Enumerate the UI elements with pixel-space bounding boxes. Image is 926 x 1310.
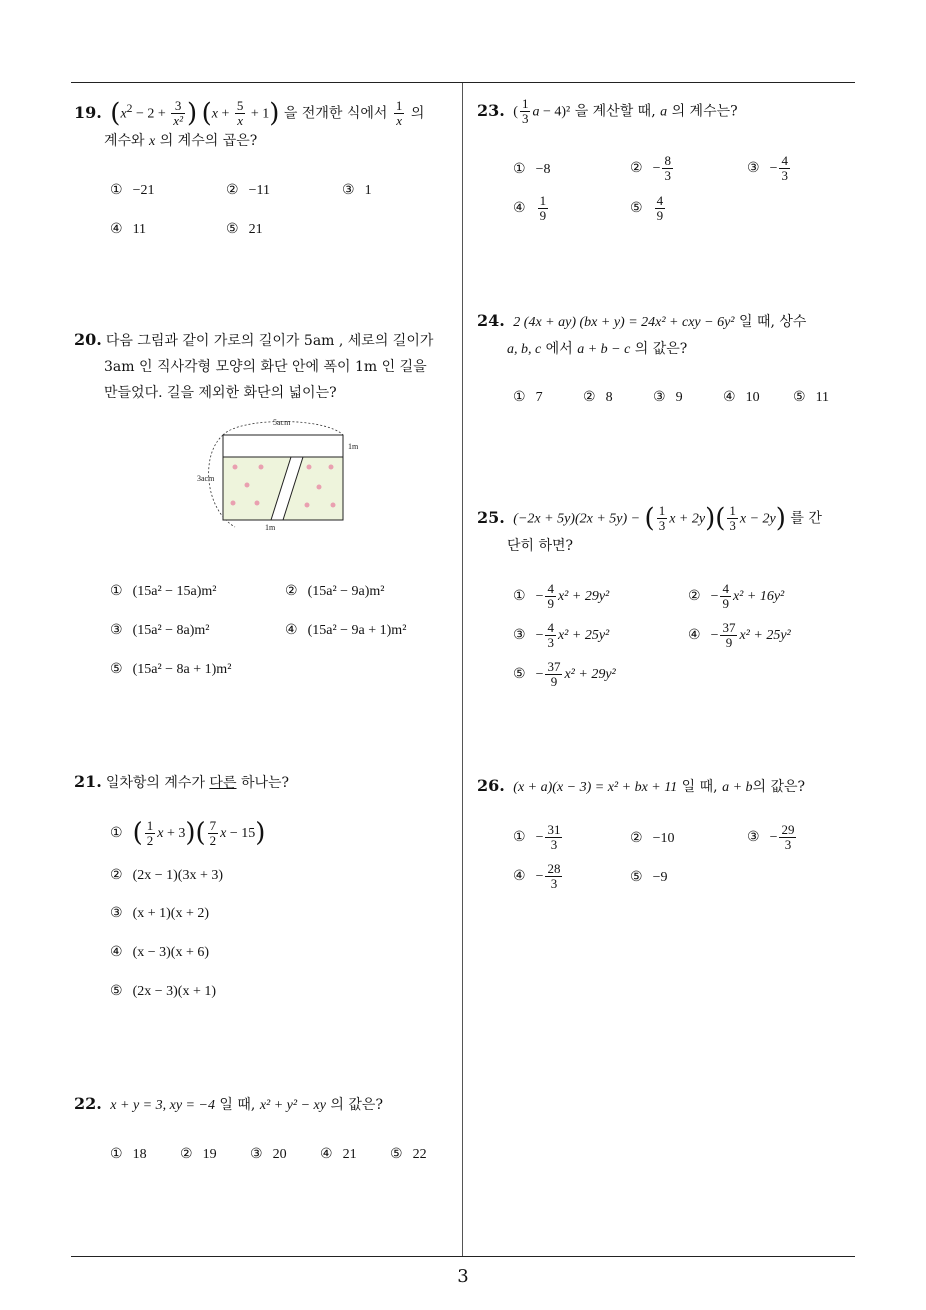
question-text: 을 전개한 식에서	[283, 105, 388, 122]
expression-2: x² + y² − xy	[259, 1098, 326, 1113]
expression: 2 (4x + ay) (bx + y) = 24x² + cxy − 6y²	[513, 315, 735, 330]
q19-option-5[interactable]: ⑤ 21	[226, 221, 263, 237]
q21-option-4[interactable]: ④ (x − 3)(x + 6)	[110, 944, 210, 960]
variable: a	[660, 104, 668, 120]
variables: a, b, c	[507, 342, 542, 357]
figure-bottom-label: 1m	[265, 523, 276, 532]
question-text: 일 때, 상수	[738, 314, 807, 330]
question-number: 19.	[74, 102, 102, 122]
question-text-2: 의 값은?	[330, 1097, 383, 1113]
question-text-2: 의 값은?	[752, 779, 806, 795]
expression-2: a + b	[722, 780, 753, 795]
question-26	[477, 773, 862, 801]
question-number: 25.	[477, 507, 505, 527]
q25-option-4[interactable]: ④ − $\frac{37}{9}$ x² + 25y²	[688, 619, 791, 650]
q26-option-4[interactable]: ④ − $\frac{28}{3}$	[513, 860, 561, 891]
q26-option-1[interactable]: ① − $\frac{31}{3}$	[513, 821, 561, 852]
q20-option-5[interactable]: ⑤ (15a² − 8a + 1)m²	[110, 661, 232, 677]
q19-option-2[interactable]: ② −11	[226, 182, 270, 198]
q19-option-3[interactable]: ③ 1	[342, 182, 372, 198]
figure-top-label: 5acm	[273, 418, 291, 427]
figure-left-label: 3acm	[197, 474, 215, 483]
question-text-2: 계수와	[104, 133, 145, 150]
question-19: 19. ($x^2 - 2$ + $\frac{3}{\text{x²}}$ ) (x + $\frac{5}{x}$ + 1) 을 전개한 식에서 $\frac{1}{x}$ 의 계수와 x 의 계수의 곱은?	[74, 98, 425, 150]
q21-option-1[interactable]: ① ( $\frac{1}{2}$ x + 3)( $\frac{7}{2}$ x − 15)	[110, 817, 266, 848]
expression: x + y = 3, xy = −4	[110, 1098, 215, 1113]
question-number: 24.	[477, 311, 505, 330]
question-number: 21.	[74, 772, 102, 791]
question-text-2: 하나는?	[240, 775, 290, 791]
q25-option-1[interactable]: ① − $\frac{4}{9}$ x² + 29y²	[513, 580, 610, 611]
q21-option-2[interactable]: ② (2x − 1)(3x + 3)	[110, 867, 224, 883]
page-number: 3	[457, 1266, 469, 1287]
question-text-2: 에서	[545, 341, 573, 357]
q23-option-2[interactable]: ② − $\frac{8}{3}$	[630, 152, 671, 183]
figure-right-label: 1m	[348, 442, 359, 451]
q21-option-5[interactable]: ⑤ (2x − 3)(x + 1)	[110, 983, 217, 999]
question-number: 22.	[74, 1094, 102, 1113]
question-23: 23. ( $\frac{1}{3}$ a − 4)² 을 계산할 때, a 의 계수는?	[477, 96, 738, 126]
q20-option-3[interactable]: ③ (15a² − 8a)m²	[110, 622, 210, 638]
q25-option-5[interactable]: ⑤ − $\frac{37}{9}$ x² + 29y²	[513, 658, 616, 689]
q26-option-5[interactable]: ⑤ −9	[630, 869, 668, 885]
q25-option-2[interactable]: ② − $\frac{4}{9}$ x² + 16y²	[688, 580, 785, 611]
q23-option-5[interactable]: ⑤ $\frac{4}{9}$	[630, 192, 664, 223]
question-22	[74, 1091, 458, 1119]
expression-2: a + b − c	[577, 342, 631, 357]
underlined-word: 다른	[209, 775, 237, 791]
q19-option-4[interactable]: ④ 11	[110, 221, 147, 237]
expression: (x + a)(x − 3) = x² + bx + 11	[513, 780, 678, 795]
q24-option-2[interactable]: ② 8	[583, 389, 613, 405]
garden-figure	[195, 415, 370, 535]
question-25: 25. (−2x + 5y)(2x + 5y) − ( $\frac{1}{3}$ x + 2y)( $\frac{1}{3}$ x − 2y) 를 간 단히 하면?	[477, 503, 822, 554]
question-20	[74, 327, 458, 406]
question-text: 일 때,	[219, 1097, 256, 1113]
question-text-2: 의 계수는?	[671, 103, 738, 120]
q21-option-3[interactable]: ③ (x + 1)(x + 2)	[110, 905, 210, 921]
q20-option-2[interactable]: ② (15a² − 9a)m²	[285, 583, 385, 599]
question-number: 23.	[477, 100, 505, 120]
q22-option-2[interactable]: ② 19	[180, 1146, 217, 1162]
expression: (−2x + 5y)(2x + 5y) −	[513, 511, 641, 527]
question-21	[74, 769, 458, 796]
question-text-2: 단히 하면?	[507, 538, 574, 554]
column-divider	[462, 83, 463, 1257]
question-number: 26.	[477, 776, 505, 795]
q22-option-3[interactable]: ③ 20	[250, 1146, 287, 1162]
question-text-3: 의 계수의 곱은?	[159, 133, 258, 150]
q23-option-1[interactable]: ① −8	[513, 161, 551, 177]
q20-option-4[interactable]: ④ (15a² − 9a + 1)m²	[285, 622, 407, 638]
question-text-3: 의 값은?	[634, 341, 688, 357]
q19-option-1[interactable]: ① −21	[110, 182, 155, 198]
q20-option-1[interactable]: ① (15a² − 15a)m²	[110, 583, 217, 599]
q25-option-3[interactable]: ③ − $\frac{4}{3}$ x² + 25y²	[513, 619, 610, 650]
question-text: 를 간	[790, 510, 822, 527]
q22-option-1[interactable]: ① 18	[110, 1146, 147, 1162]
q22-option-4[interactable]: ④ 21	[320, 1146, 357, 1162]
question-text: 다음 그림과 같이 가로의 길이가 5am , 세로의 길이가	[105, 333, 434, 349]
question-text: 일차항의 계수가	[105, 775, 205, 791]
q26-option-3[interactable]: ③ − $\frac{29}{3}$	[747, 821, 795, 852]
question-text: 을 계산할 때,	[574, 103, 656, 120]
question-number: 20.	[74, 330, 102, 349]
question-text-2: 3am 인 직사각형 모양의 화단 안에 폭이 1m 인 길을	[104, 359, 427, 375]
top-rule	[71, 82, 855, 83]
bottom-rule	[71, 1256, 855, 1257]
q24-option-1[interactable]: ① 7	[513, 389, 543, 405]
q24-option-4[interactable]: ④ 10	[723, 389, 760, 405]
q24-option-5[interactable]: ⑤ 11	[793, 389, 830, 405]
q23-option-3[interactable]: ③ − $\frac{4}{3}$	[747, 152, 788, 183]
question-text: 일 때,	[681, 779, 718, 795]
q22-option-5[interactable]: ⑤ 22	[390, 1146, 427, 1162]
q24-option-3[interactable]: ③ 9	[653, 389, 683, 405]
question-text-3: 만들었다. 길을 제외한 화단의 넓이는?	[104, 385, 337, 401]
q26-option-2[interactable]: ② −10	[630, 830, 675, 846]
question-24	[477, 308, 862, 363]
q23-option-4[interactable]: ④ $\frac{1}{9}$	[513, 192, 547, 223]
